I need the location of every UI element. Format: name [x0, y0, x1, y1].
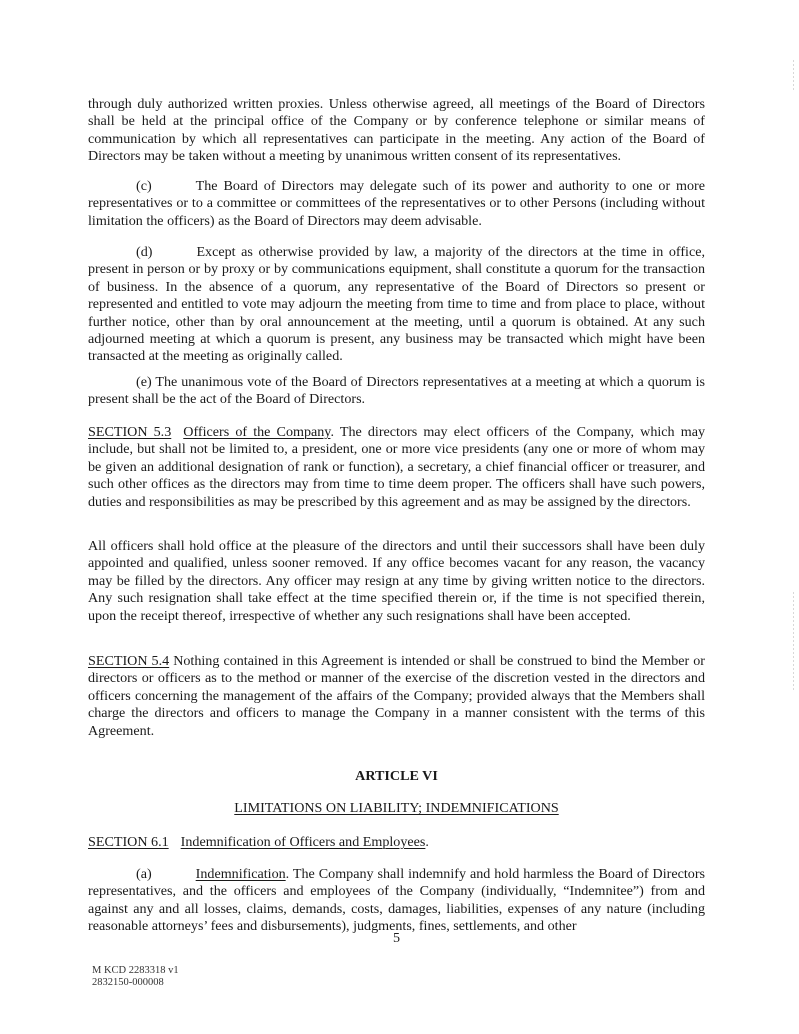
paragraph-b-continuation: through duly authorized written proxies. Unless otherwise agreed, all meetings of the Board of Directors shall be held at the principal office of the Company or by conference telephone or similar means of communication by which all representatives can participate in the meeting. Any action of the Board of Directors may be taken without a meeting by unanimous written consent of its representatives. — [88, 96, 705, 165]
section-6-1-paragraph-a — [88, 866, 705, 936]
section-5-4-number: SECTION 5.4 — [88, 653, 170, 669]
section-6-1-title-end: . — [425, 834, 429, 850]
page-number: 5 — [392, 930, 401, 946]
section-5-4-text: Nothing contained in this Agreement is intended or shall be construed to bind the Member or directors or officers as to the method or manner of the exercise of the discretion vested in the directors and officers concerning the management of the affairs of the Company; provided always that the Members shall charge the directors and officers to manage the Company in a manner consistent with the terms of this Agreement. — [88, 653, 705, 739]
section-5-4 — [88, 653, 705, 740]
footer-doc-id: M KCD 2283318 v1 — [92, 965, 179, 976]
paragraph-d-text: Except as otherwise provided by law, a majority of the directors at the time in office, present in person or by proxy or by communications equipment, shall constitute a quorum for the transaction of business. In the absence of a quorum, any representative of the Board of Directors so present or represented and entitled to vote may adjourn the meeting from time to time and from place to place, without further notice, other than by oral announcement at the meeting, until a quorum is obtained. At any such adjourned meeting at which a quorum is present, any business may be transacted which might have been transacted at the meeting as originally called. — [88, 244, 705, 365]
footer-matter-number: 2832150-000008 — [92, 977, 164, 988]
paragraph-d-label: (d) — [136, 244, 153, 260]
paragraph-e: (e) The unanimous vote of the Board of Directors representatives at a meeting at which a quorum is present shall be the act of the Board of Directors. — [88, 374, 705, 408]
paragraph-c-label: (c) — [136, 178, 152, 194]
document-footer — [92, 965, 179, 989]
paragraph-c — [88, 178, 705, 230]
scan-artifact — [793, 60, 794, 90]
paragraph-c-text: The Board of Directors may delegate such of its power and authority to one or more representatives or to a committee or committees of the representatives or to other Persons (including without limitation the officers) as the Board of Directors may deem advisable. — [88, 178, 705, 229]
section-5-3 — [88, 424, 705, 511]
section-6-1-heading — [88, 834, 705, 851]
paragraph-a-text: . The Company shall indemnify and hold harmless the Board of Directors representatives, and the officers and employees of the Company (individually, “Indemnitee”) from and against any and all losses, claims, demands, costs, damages, liabilities, expenses of any nature (including reasonable attorneys’ fees and disbursements), judgments, fines, settlements, and other — [88, 866, 705, 935]
section-6-1-number: SECTION 6.1 — [88, 834, 169, 850]
article-heading: ARTICLE VI — [355, 768, 438, 784]
article-subheading-text: LIMITATIONS ON LIABILITY; INDEMNIFICATIONS — [234, 800, 559, 816]
article-subheading — [88, 800, 705, 817]
section-5-3-title: Officers of the Company — [183, 424, 331, 440]
scan-artifact — [793, 592, 794, 692]
section-6-1-title: Indemnification of Officers and Employees — [180, 834, 426, 850]
paragraph-a-title: Indemnification — [195, 866, 286, 882]
section-5-3-paragraph-2: All officers shall hold office at the pleasure of the directors and until their successors shall have been duly appointed and qualified, unless sooner removed. If any office becomes vacant for any reason, the vacancy may be filled by the directors. Any officer may resign at any time by giving written notice to the directors. Any such resignation shall take effect at the time specified therein or, if the time is not specified therein, upon the receipt thereof, irrespective of whether any such resignations shall have been accepted. — [88, 538, 705, 624]
section-5-3-number: SECTION 5.3 — [88, 424, 172, 440]
paragraph-a-label: (a) — [136, 866, 152, 882]
paragraph-d — [88, 244, 705, 366]
section-5-3-text: . The directors may elect officers of the Company, which may include, but shall not be limited to, a president, one or more vice presidents (any one or more of whom may be given an additional designation of rank or function), a secretary, a chief financial officer or treasurer, and such other offices as the directors may from time to time deem proper. The officers shall have such powers, duties and responsibilities as may be prescribed by this agreement and as may be assigned by the directors. — [88, 424, 705, 510]
